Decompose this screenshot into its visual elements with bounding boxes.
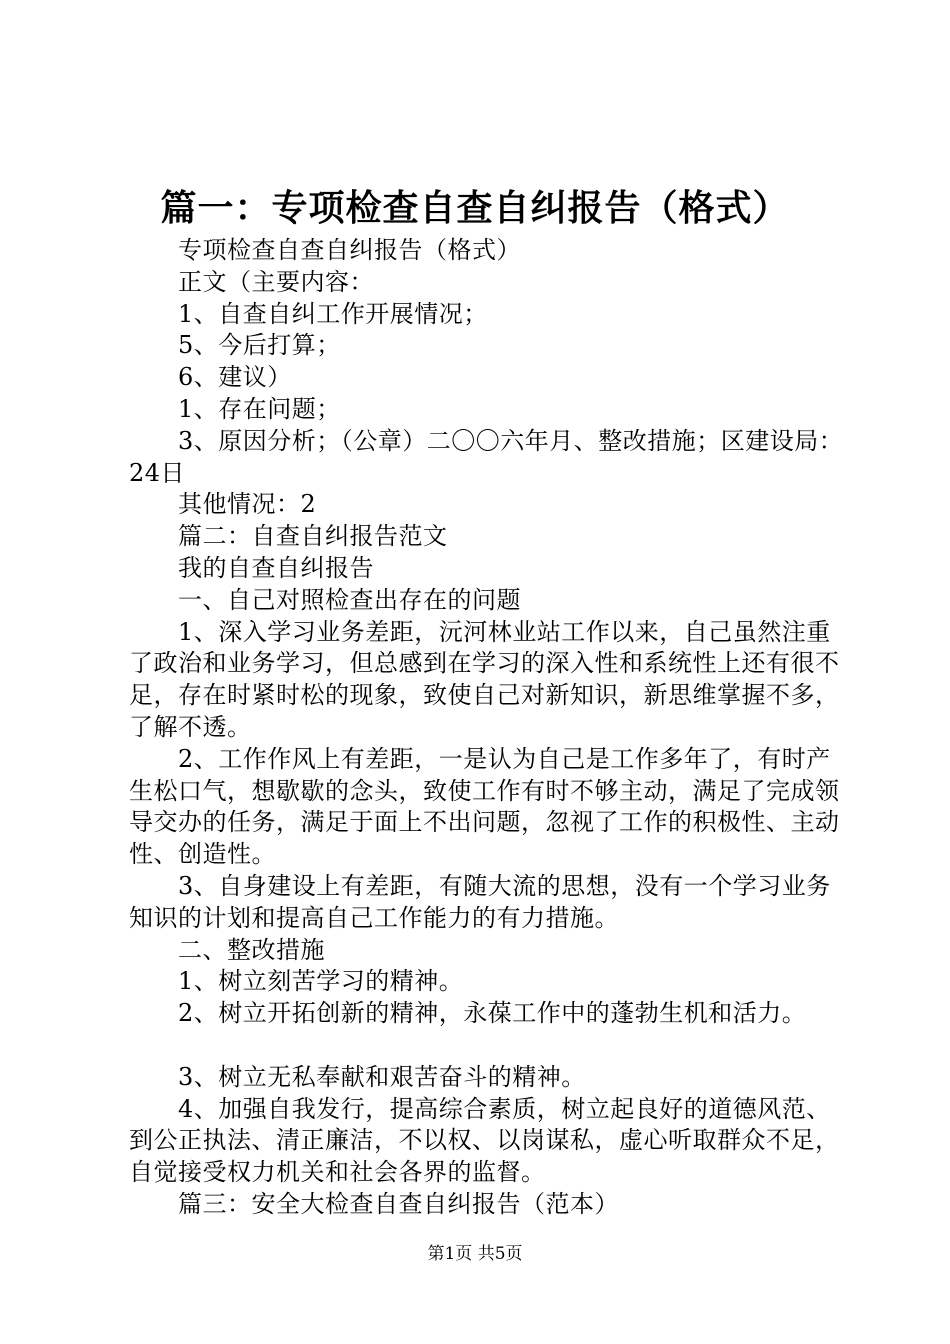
paragraph: 2、工作作风上有差距，一是认为自己是工作多年了，有时产生松口气，想歇歇的念头，致使工作有时不够主动，满足了完成领导交办的任务，满足于面上不出问题，忽视了工作的积极性、主动性、创造性。 bbox=[129, 744, 840, 869]
page-number-footer: 第1页 共5页 bbox=[427, 1244, 523, 1264]
paragraph: 专项检查自查自纠报告（格式） bbox=[178, 236, 521, 264]
paragraph: 3、树立无私奉献和艰苦奋斗的精神。 bbox=[178, 1062, 586, 1091]
paragraph: 3、自身建设上有差距，有随大流的思想，没有一个学习业务知识的计划和提高自己工作能力的有力措施。 bbox=[129, 871, 831, 932]
section-heading: 篇三：安全大检查自查自纠报告（范本） bbox=[178, 1189, 619, 1218]
paragraph: 正文（主要内容： bbox=[178, 267, 374, 296]
paragraph: 1、深入学习业务差距，沅河林业站工作以来，自己虽然注重了政治和业务学习，但总感到在学习的深入性和系统性上还有很不足，存在时紧时松的现象，致使自己对新知识，新思维掌握不多，了解不透。 bbox=[129, 617, 840, 741]
paragraph: 1、存在问题； bbox=[178, 394, 341, 423]
paragraph: 6、建议） bbox=[178, 363, 292, 392]
paragraph: 其他情况：2 bbox=[178, 490, 317, 519]
paragraph: 5、今后打算； bbox=[178, 331, 341, 360]
paragraph: 1、自查自纠工作开展情况； bbox=[178, 299, 488, 328]
paragraph: 我的自查自纠报告 bbox=[178, 553, 374, 582]
paragraph: 1、树立刻苦学习的精神。 bbox=[178, 967, 464, 996]
document-body bbox=[129, 235, 844, 1221]
paragraph: 4、加强自我发行，提高综合素质，树立起良好的道德风范、到公正执法、清正廉洁，不以权、以岗谋私，虚心听取群众不足，自觉接受权力机关和社会各界的监督。 bbox=[129, 1094, 840, 1187]
paragraph: 2、树立开拓创新的精神，永葆工作中的蓬勃生机和活力。 bbox=[178, 999, 807, 1028]
document-title: 篇一：专项检查自查自纠报告（格式） bbox=[160, 187, 790, 229]
section-heading: 篇二：自查自纠报告范文 bbox=[178, 522, 448, 551]
paragraph: 一、自己对照检查出存在的问题 bbox=[178, 585, 521, 614]
paragraph: 3、原因分析；（公章）二〇〇六年月、整改措施；区建设局：24日 bbox=[129, 426, 844, 487]
paragraph: 二、整改措施 bbox=[178, 935, 325, 964]
